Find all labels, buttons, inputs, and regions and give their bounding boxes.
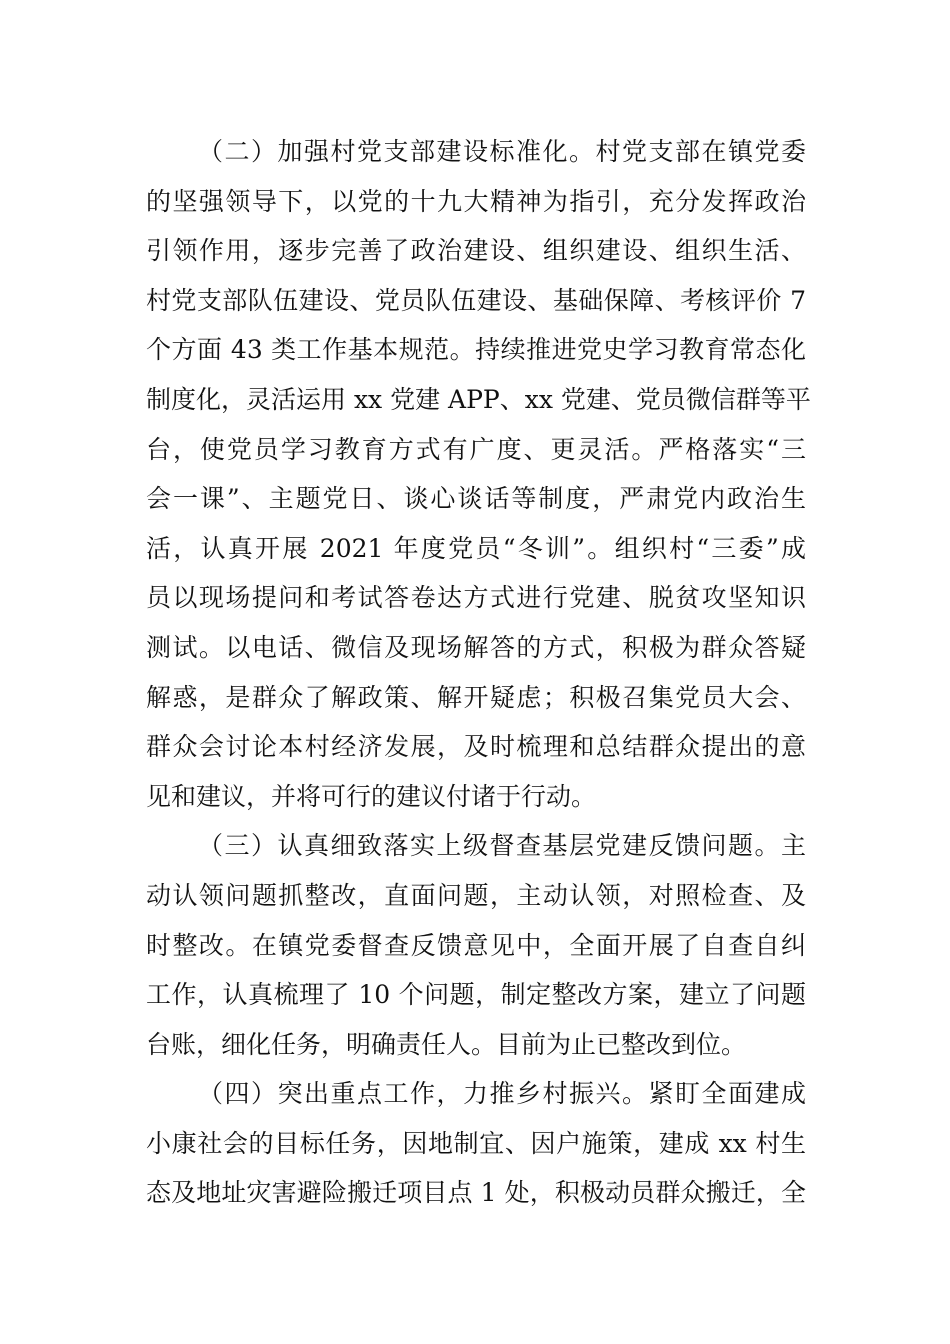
paragraph-line: 个方面 43 类工作基本规范。持续推进党史学习教育常态化 [146,335,806,365]
paragraph-line: 村党支部队伍建设、党员队伍建设、基础保障、考核评价 7 [146,285,806,315]
paragraph-line: （四）突出重点工作，力推乡村振兴。紧盯全面建成 [198,1079,806,1109]
paragraph-line: 员以现场提问和考试答卷达方式进行党建、脱贫攻坚知识 [146,583,806,613]
paragraph-line: 测试。以电话、微信及现场解答的方式，积极为群众答疑 [146,632,806,662]
paragraph-line: 的坚强领导下，以党的十九大精神为指引，充分发挥政治 [146,186,806,216]
paragraph-section-3 [146,821,806,1069]
paragraph-section-2 [146,127,811,821]
paragraph-line: （三）认真细致落实上级督查基层党建反馈问题。主 [198,831,806,861]
paragraph-line: 见和建议，并将可行的建议付诸于行动。 [146,781,597,811]
paragraph-line: 解惑，是群众了解政策、解开疑虑；积极召集党员大会、 [146,682,806,712]
paragraph-line: 引领作用，逐步完善了政治建设、组织建设、组织生活、 [146,236,806,266]
paragraph-line: 工作，认真梳理了 10 个问题，制定整改方案，建立了问题 [146,980,806,1010]
paragraph-line: 小康社会的目标任务，因地制宜、因户施策，建成 xx 村生 [146,1128,806,1158]
paragraph-section-4 [146,1069,806,1218]
paragraph-line: 台，使党员学习教育方式有广度、更灵活。严格落实“三 [146,434,806,464]
paragraph-line: 动认领问题抓整改，直面问题，主动认领，对照检查、及 [146,880,806,910]
document-body [146,127,811,1218]
paragraph-line: （二）加强村党支部建设标准化。村党支部在镇党委 [198,137,806,166]
paragraph-line: 制度化，灵活运用 xx 党建 APP、xx 党建、党员微信群等平 [146,384,811,414]
paragraph-line: 会一课”、主题党日、谈心谈话等制度，严肃党内政治生 [146,484,806,514]
paragraph-line: 群众会讨论本村经济发展，及时梳理和总结群众提出的意 [146,732,806,762]
paragraph-line: 台账，细化任务，明确责任人。目前为止已整改到位。 [146,1029,747,1059]
paragraph-line: 活，认真开展 2021 年度党员“冬训”。组织村“三委”成 [146,533,806,563]
paragraph-line: 态及地址灾害避险搬迁项目点 1 处，积极动员群众搬迁，全 [146,1178,806,1208]
paragraph-line: 时整改。在镇党委督查反馈意见中，全面开展了自查自纠 [146,930,806,960]
